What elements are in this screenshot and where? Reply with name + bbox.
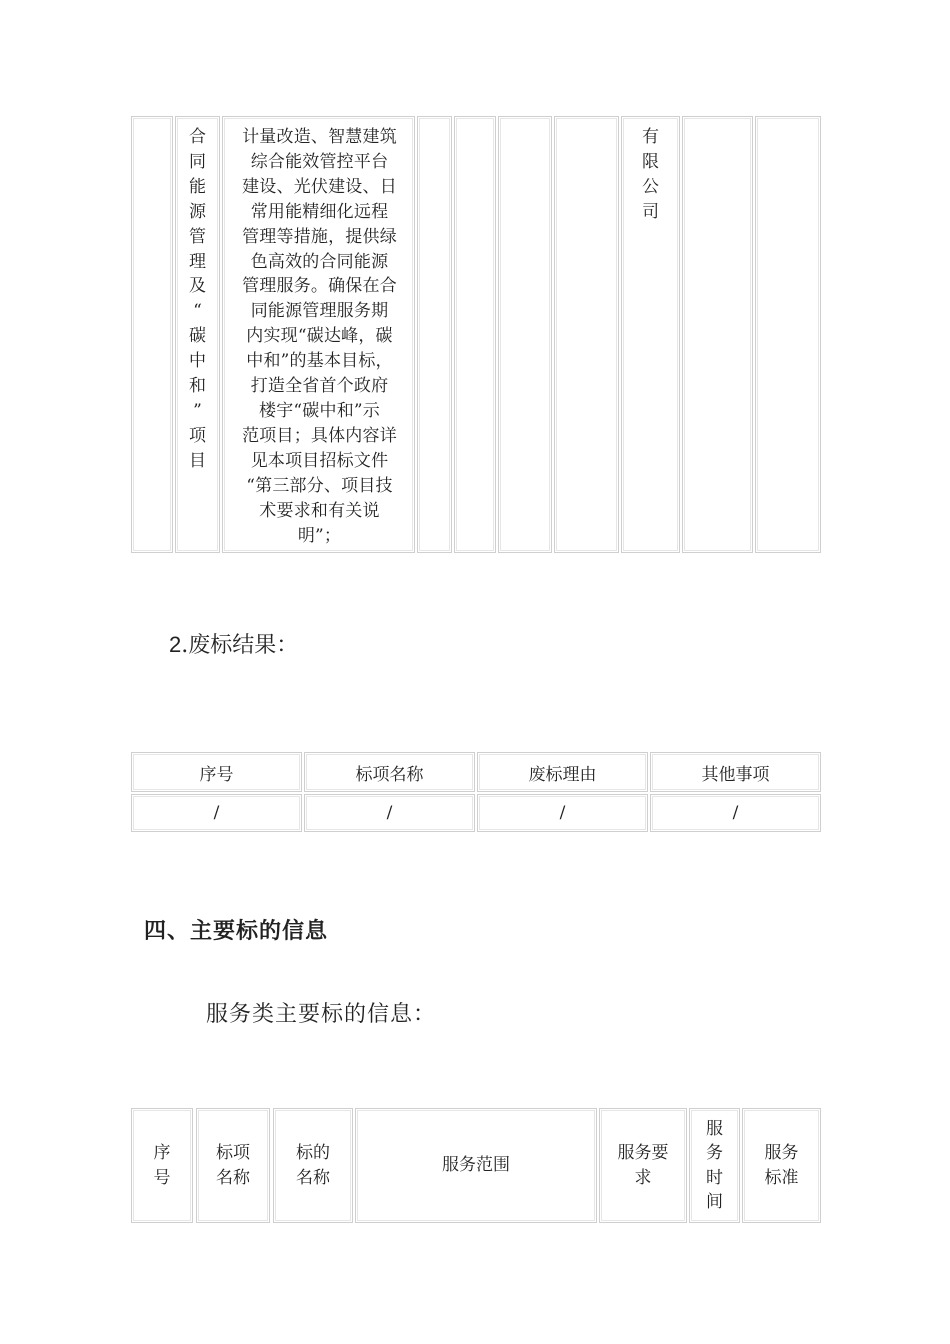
t1-project-name-char-7: “ xyxy=(193,301,202,322)
t1-project-name-char-0: 合 xyxy=(189,127,206,147)
t1-content-line-7: 同能源管理服务期 xyxy=(250,301,389,322)
t1-project-name-char-13: 目 xyxy=(189,450,206,471)
t1-content-line-4: 管理等措施，提供绿 xyxy=(242,226,397,247)
t1-supplier-char-3: 司 xyxy=(642,201,659,222)
t1-project-name-char-12: 项 xyxy=(189,425,206,446)
abandon-cell-lot-name: / xyxy=(304,794,475,832)
t1-cell-empty-2 xyxy=(454,116,496,553)
t1-content-line-6: 管理服务。确保在合 xyxy=(242,276,397,297)
abandon-result-heading xyxy=(169,628,298,659)
t1-content-line-13: 见本项目招标文件 xyxy=(250,450,389,471)
abandon-header-reason: 废标理由 xyxy=(477,752,648,792)
abandon-header-seq: 序号 xyxy=(131,752,302,792)
t1-supplier-char-0: 有 xyxy=(642,127,659,147)
abandon-result-title: .废标结果： xyxy=(181,633,299,658)
service-header-scope: 服务范围 xyxy=(355,1108,597,1223)
service-header-time xyxy=(689,1108,740,1223)
service-subtitle: 服务类主要标的信息： xyxy=(206,1002,437,1027)
service-header-lot-name-l1: 标项 xyxy=(216,1143,250,1163)
service-header-subject-name-l1: 标的 xyxy=(296,1143,330,1163)
service-header-requirements-l1: 服务要 xyxy=(617,1143,669,1163)
t1-project-name-char-9: 中 xyxy=(189,351,206,372)
t1-project-name-char-4: 管 xyxy=(189,226,206,247)
t1-content-line-16: 明”； xyxy=(297,525,342,546)
section-four-title: 四、主要标的信息 xyxy=(144,919,329,944)
t1-content-line-2: 建设、光伏建设、日 xyxy=(242,176,397,197)
t1-project-name-char-1: 同 xyxy=(189,151,206,172)
service-header-lot-name xyxy=(196,1108,270,1223)
t1-content-line-1: 综合能效管控平台 xyxy=(250,151,389,172)
t1-cell-empty-4 xyxy=(554,116,619,553)
service-header-time-l1: 服 xyxy=(706,1118,723,1139)
service-header-seq xyxy=(131,1108,193,1223)
t1-content-line-15: 术要求和有关说 xyxy=(259,500,380,521)
t1-project-name-char-2: 能 xyxy=(189,176,206,197)
t1-content-line-5: 色高效的合同能源 xyxy=(250,251,389,272)
t1-content-line-3: 常用能精细化远程 xyxy=(250,201,389,222)
t1-project-name-char-8: 碳 xyxy=(189,326,206,347)
service-header-subject-name-l2: 名称 xyxy=(296,1167,330,1188)
abandon-cell-other: / xyxy=(650,794,821,832)
t1-content-line-11: 楼宇“碳中和”示 xyxy=(259,400,380,421)
t1-cell-empty-6 xyxy=(755,116,821,553)
t1-project-name-char-6: 及 xyxy=(189,276,206,297)
service-header-lot-name-l2: 名称 xyxy=(216,1167,250,1188)
service-header-subject-name xyxy=(273,1108,353,1223)
abandon-result-number: 2 xyxy=(169,632,182,657)
t1-content-line-12: 范项目；具体内容详 xyxy=(242,425,397,446)
service-header-standard xyxy=(742,1108,821,1223)
t1-project-name-char-3: 源 xyxy=(189,201,206,222)
service-header-time-l2: 务 xyxy=(706,1143,723,1163)
service-header-seq-l1: 序 xyxy=(153,1143,171,1163)
t1-project-name-char-5: 理 xyxy=(189,251,206,272)
service-header-time-l3: 时 xyxy=(706,1167,723,1188)
t1-cell-seq xyxy=(131,116,173,553)
service-header-standard-l1: 服务 xyxy=(764,1143,799,1163)
service-header-requirements-l2: 求 xyxy=(634,1167,652,1188)
t1-supplier-char-2: 公 xyxy=(642,176,659,197)
t1-cell-empty-1 xyxy=(417,116,452,553)
t1-project-name-char-11: ” xyxy=(193,400,202,421)
abandon-cell-reason: / xyxy=(477,794,648,832)
t1-content-line-9: 中和”的基本目标， xyxy=(246,351,393,372)
service-header-standard-l2: 标准 xyxy=(764,1167,799,1188)
t1-supplier-char-1: 限 xyxy=(642,151,659,172)
service-header-requirements xyxy=(599,1108,687,1223)
t1-content-line-10: 打造全省首个政府 xyxy=(250,376,389,397)
t1-project-name-char-10: 和 xyxy=(189,376,206,397)
t1-content-line-0: 计量改造、智慧建筑 xyxy=(242,127,397,147)
t1-cell-project-name xyxy=(175,116,220,553)
abandon-header-lot-name: 标项名称 xyxy=(304,752,475,792)
t1-cell-empty-3 xyxy=(498,116,552,553)
abandon-header-other: 其他事项 xyxy=(650,752,821,792)
service-header-seq-l2: 号 xyxy=(153,1167,171,1188)
t1-content-line-8: 内实现“碳达峰，碳 xyxy=(246,326,393,347)
abandon-cell-seq: / xyxy=(131,794,302,832)
service-header-time-l4: 间 xyxy=(706,1192,723,1212)
t1-cell-supplier xyxy=(621,116,680,553)
t1-cell-content xyxy=(222,116,415,553)
t1-cell-empty-5 xyxy=(682,116,753,553)
t1-content-line-14: “第三部分、项目技 xyxy=(246,475,393,496)
